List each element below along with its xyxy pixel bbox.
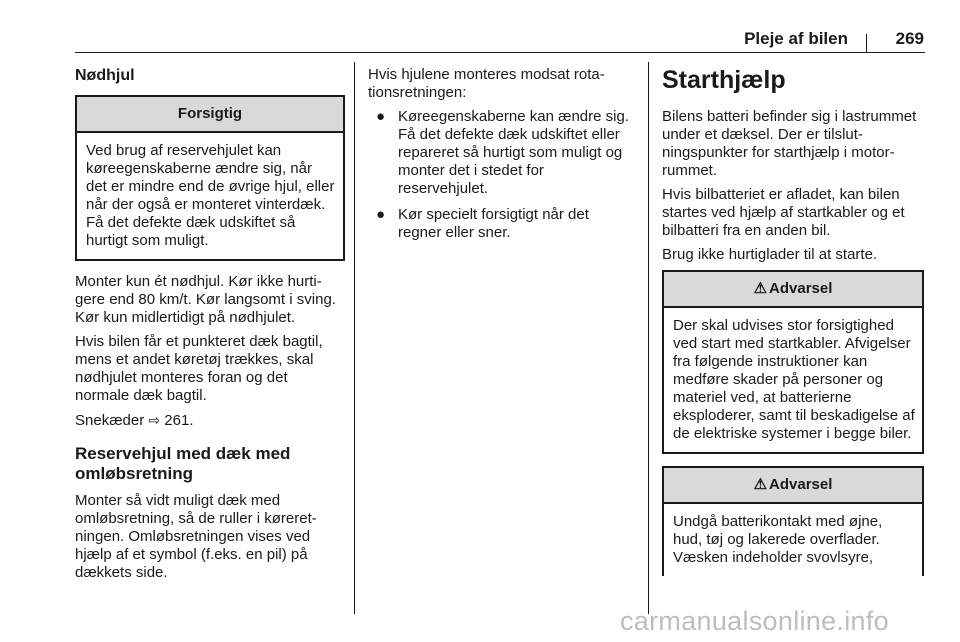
page-number: 269 xyxy=(895,29,924,48)
paragraph: Bilens batteri befinder sig i lastrummet under et dæksel. Der er tilslutningspunkter for starthjælp i motorrummet. xyxy=(662,108,917,179)
paragraph: Monter så vidt muligt dæk med omløbsretning, så de ruller i køreretningen. Omløbsretningen vises ved hjælp af et symbol (f.eks. en pil) på dækkets side. xyxy=(75,492,317,581)
bullet-list xyxy=(368,108,634,242)
header-rule xyxy=(75,52,925,53)
list-item-text: Kør specielt forsigtigt når det regner eller sner. xyxy=(398,206,589,241)
warning-title: Advarsel xyxy=(769,280,833,297)
warning-title: Advarsel xyxy=(769,476,833,493)
list-item xyxy=(368,206,634,242)
paragraph: Monter kun ét nødhjul. Kør ikke hurtigere end 80 km/t. Kør langsomt i sving. Kør kun midlertidigt på nødhjulet. xyxy=(75,273,336,326)
footer-watermark: carmanualsonline.info xyxy=(620,606,889,636)
warning-box xyxy=(662,466,924,576)
column-1 xyxy=(75,66,345,588)
snow-chains-label: Snekæder xyxy=(75,412,145,429)
header-divider-tick xyxy=(866,34,867,53)
subheading-directional-tyres: Reservehjul med dæk med omløbsretning xyxy=(75,444,291,483)
paragraph: Brug ikke hurtiglader til at starte. xyxy=(662,246,878,263)
warning-box-title xyxy=(664,468,922,504)
bullet-icon: ● xyxy=(376,108,386,125)
section-title-jump-start: Starthjælp xyxy=(662,66,786,94)
column-divider-1 xyxy=(354,62,355,614)
bullet-icon: ● xyxy=(376,206,386,223)
column-2 xyxy=(368,66,634,250)
warning-box-text: Undgå batterikontakt med øjne, hud, tøj og lakerede overflader. Væsken indeholder svovlsyre, xyxy=(673,513,883,566)
warning-icon: ⚠ xyxy=(753,476,768,493)
warning-box-title xyxy=(664,272,922,308)
caution-box xyxy=(75,95,345,261)
column-divider-2 xyxy=(648,62,649,614)
caution-box-text: Ved brug af reservehjulet kan køreegenskaberne ændre sig, når det er mindre end de øvrige hjul, eller når der også er monteret vinterdæk. Få det defekte dæk udskiftet så hurtigt som muligt. xyxy=(86,142,335,249)
page-reference-arrow-icon: ⇨ xyxy=(148,412,161,428)
snow-chains-reference xyxy=(75,411,345,430)
warning-box xyxy=(662,270,924,454)
column-3 xyxy=(662,66,924,588)
warning-icon: ⚠ xyxy=(753,280,768,297)
reference-page-link[interactable]: 261. xyxy=(164,412,194,429)
section-title-spare-wheel: Nødhjul xyxy=(75,67,135,84)
intro-text: Hvis hjulene monteres modsat rotationsretningen: xyxy=(368,66,605,101)
caution-box-title: Forsigtig xyxy=(77,97,343,133)
warning-box-text: Der skal udvises stor forsigtighed ved start med startkabler. Afvigelser fra følgende instruktioner kan medføre skader på personer og materiel ved, at batterierne eksploderer, samt til beskadigelse af de elektriske systemer i begge biler. xyxy=(673,317,915,442)
paragraph: Hvis bilbatteriet er afladet, kan bilen startes ved hjælp af startkabler og et bilbatteri fra en anden bil. xyxy=(662,186,905,239)
header-title: Pleje af bilen xyxy=(744,29,848,48)
list-item-text: Køreegenskaberne kan ændre sig. Få det defekte dæk udskiftet eller repareret så hurtigt som muligt og monter det i stedet for reservehjulet. xyxy=(398,108,629,197)
list-item xyxy=(368,108,634,198)
paragraph: Hvis bilen får et punkteret dæk bagtil, mens et andet køretøj trækkes, skal nødhjulet monteres foran og det normale dæk bagtil. xyxy=(75,333,323,404)
